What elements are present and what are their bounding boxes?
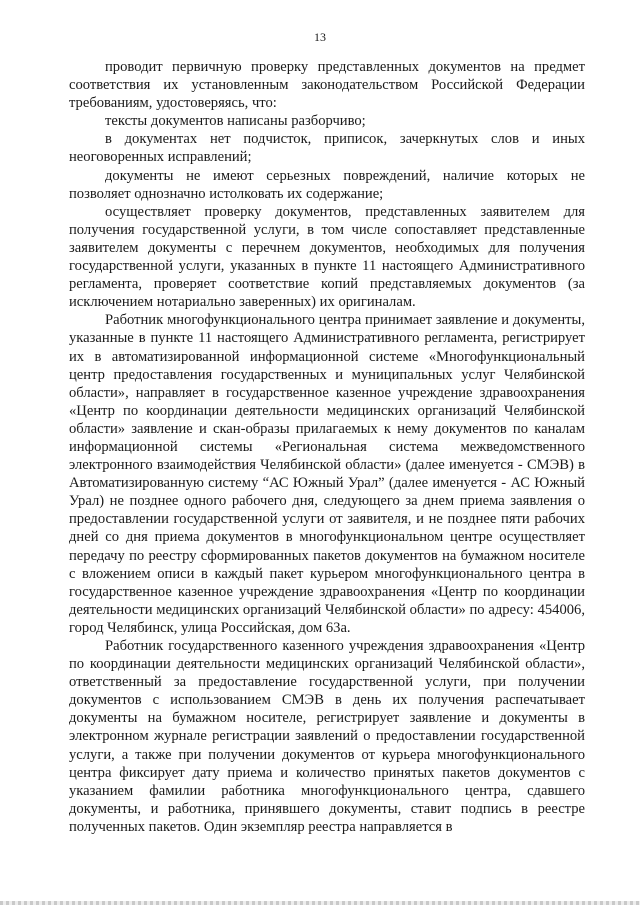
page-number: 13 (314, 30, 326, 44)
paragraph-3: в документах нет подчисток, приписок, зачеркнутых слов и иных неоговоренных исправлений; (69, 131, 585, 166)
document-body (69, 58, 585, 836)
paragraph-6: Работник многофункционального центра принимает заявление и документы, указанные в пункте 11 настоящего Административного регламента, регистрирует их в автоматизированной информационной системе «Многофункциональный центр предоставления государственных и муниципальных услуг Челябинской области», направляет в государственное казенное учреждение здравоохранения «Центр по координации деятельности медицинских организаций Челябинской области» заявление и скан-образы прилагаемых к нему документов по каналам информационной системы «Региональная система межведомственного электронного взаимодействия Челябинской области» (далее именуется - СМЭВ) в Автоматизированную систему “АС Южный Урал” (далее именуется - АС Южный Урал) не позднее одного рабочего дня, следующего за днем приема заявления о предоставлении государственной услуги от заявителя, и не позднее пяти рабочих дней со дня приема документов в многофункциональном центре осуществляет передачу по реестру сформированных пакетов документов на бумажном носителе с вложением описи в каждый пакет курьером многофункционального центра в государственное казенное учреждение здравоохранения «Центр по координации деятельности медицинских организаций Челябинской области» по адресу: 454006, город Челябинск, улица Российская, дом 63а. (69, 312, 585, 636)
paragraph-2: тексты документов написаны разборчиво; (105, 113, 366, 130)
paragraph-4: документы не имеют серьезных повреждений, наличие которых не позволяет однозначно истолковать их содержание; (69, 167, 585, 202)
paragraph-7: Работник государственного казенного учреждения здравоохранения «Центр по координации деятельности медицинских организаций Челябинской области», ответственный за предоставление государственной услуги, при получении документов с использованием СМЭВ в день их получения распечатывает документы на бумажном носителе, регистрирует заявление и документы в электронном журнале регистрации заявлений о предоставлении государственной услуги, а также при получении документов от курьера многофункционального центра фиксирует дату приема и количество принятых пакетов документов с указанием фамилии работника многофункционального центра, сдавшего документы, и работника, принявшего документы, ставит подпись в реестре полученных пакетов. Один экземпляр реестра направляется в (69, 638, 585, 835)
scan-edge-border (0, 901, 640, 905)
paragraph-1: проводит первичную проверку представленных документов на предмет соответствия их установленным законодательством Российской Федерации требованиям, удостоверяясь, что: (69, 59, 585, 112)
paragraph-5: осуществляет проверку документов, представленных заявителем для получения государственной услуги, в том числе сопоставляет представленные заявителем документы с перечнем документов, необходимых для получения государственной услуги, указанных в пункте 11 настоящего Административного регламента, проверяет соответствие копий представляемых документов (за исключением нотариально заверенных) их оригиналам. (69, 203, 585, 311)
